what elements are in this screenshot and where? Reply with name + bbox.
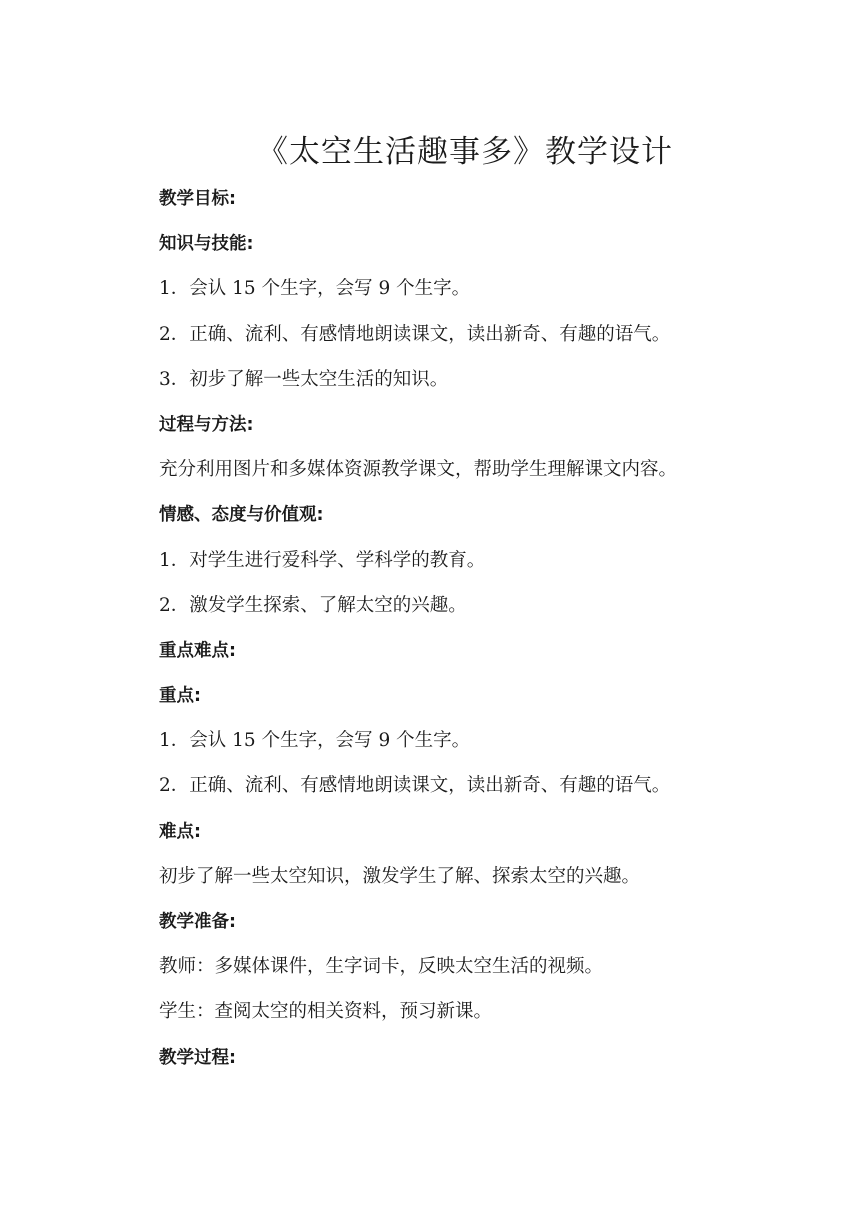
section-heading-key-difficult-points: 重点难点:: [159, 640, 236, 661]
paragraph-line: 3．初步了解一些太空生活的知识。: [159, 368, 449, 390]
paragraph-line: 2．正确、流利、有感情地朗读课文，读出新奇、有趣的语气。: [159, 775, 671, 797]
paragraph-line: 1．对学生进行爱科学、学科学的教育。: [159, 549, 486, 571]
section-heading-teaching-process: 教学过程:: [159, 1047, 236, 1068]
subheading-knowledge-skills: 知识与技能:: [159, 234, 254, 255]
paragraph-line: 2．激发学生探索、了解太空的兴趣。: [159, 594, 467, 616]
paragraph-line: 初步了解一些太空知识，激发学生了解、探索太空的兴趣。: [159, 865, 641, 887]
subheading-difficult-points: 难点:: [159, 821, 201, 842]
document-title: 《太空生活趣事多》教学设计: [257, 134, 673, 170]
paragraph-line: 教师：多媒体课件，生字词卡，反映太空生活的视频。: [159, 956, 604, 978]
subheading-key-points: 重点:: [159, 686, 201, 707]
subheading-process-method: 过程与方法:: [159, 414, 254, 435]
paragraph-line: 1．会认 15 个生字，会写 9 个生字。: [159, 278, 471, 300]
paragraph-line: 充分利用图片和多媒体资源教学课文，帮助学生理解课文内容。: [159, 459, 678, 481]
section-heading-teaching-goals: 教学目标:: [159, 189, 236, 209]
subheading-emotion-values: 情感、态度与价值观:: [159, 505, 324, 526]
paragraph-line: 1．会认 15 个生字，会写 9 个生字。: [159, 730, 471, 752]
section-heading-teaching-preparation: 教学准备:: [159, 912, 236, 932]
document-body: [159, 183, 779, 1087]
paragraph-line: 2．正确、流利、有感情地朗读课文，读出新奇、有趣的语气。: [159, 323, 671, 345]
paragraph-line: 学生：查阅太空的相关资料，预习新课。: [159, 1001, 493, 1023]
